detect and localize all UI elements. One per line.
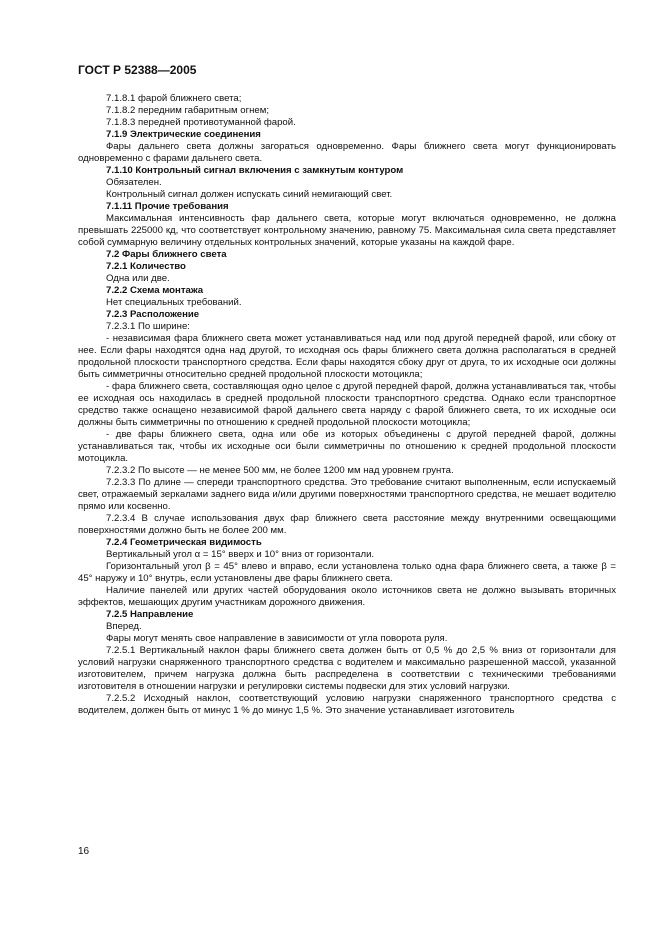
- list-item-two-lamps: - две фары ближнего света, одна или обе из которых объединены с другой передней фарой, должны устанавливаться так, чтобы их исходные оси были симметричны по отношению к средней продольной плоскости мотоцикла.: [78, 429, 616, 464]
- document-body: [78, 93, 616, 717]
- paragraph-high-beam-simultaneous: Фары дальнего света должны загораться одновременно. Фары ближнего света могут функционировать одновременно с фарами дальнего света.: [78, 141, 616, 164]
- heading-7-2-4: 7.2.4 Геометрическая видимость: [106, 537, 262, 548]
- heading-7-2-5: 7.2.5 Направление: [106, 609, 194, 620]
- list-item-independent-lamp: - независимая фара ближнего света может устанавливаться над или под другой передней фарой, или сбоку от нее. Если фары находятся одна над другой, то исходная ось фары ближнего света должна располагаться в средней продольной плоскости транспортного средства. Если фары находятся сбоку друг от друга, то их исходные оси должны быть симметричны относительно средней продольной плоскости мотоцикла;: [78, 333, 616, 380]
- heading-7-1-11: 7.1.11 Прочие требования: [106, 201, 229, 212]
- paragraph-steering: Фары могут менять свое направление в зависимости от угла поворота руля.: [106, 633, 448, 644]
- clause-7-2-3-2: 7.2.3.2 По высоте — не менее 500 мм, не более 1200 мм над уровнем грунта.: [106, 465, 454, 476]
- clause-7-2-3-4: 7.2.3.4 В случае использования двух фар ближнего света расстояние между внутренними освещающими поверхностями должно быть не более 200 мм.: [78, 513, 616, 536]
- clause-7-1-8-1: 7.1.8.1 фарой ближнего света;: [106, 93, 242, 104]
- heading-7-1-9: 7.1.9 Электрические соединения: [106, 129, 261, 140]
- heading-7-2-2: 7.2.2 Схема монтажа: [106, 285, 204, 296]
- paragraph-horizontal-angle: Горизонтальный угол β = 45° влево и вправо, если установлена только одна фара ближнего света, а также β = 45° наружу и 10° внутрь, если установлены две фары ближнего света.: [78, 561, 616, 584]
- heading-7-2-3: 7.2.3 Расположение: [106, 309, 200, 320]
- paragraph-quantity: Одна или две.: [106, 273, 170, 284]
- paragraph-signal-blue: Контрольный сигнал должен испускать синий немигающий свет.: [106, 189, 393, 200]
- paragraph-max-intensity: Максимальная интенсивность фар дальнего света, которые могут включаться одновременно, не должна превышать 225000 кд, что соответствует контрольному значению, равному 75. Максимальная сила света представляет собой суммарную величину отдельных контрольных значений, которые указаны на каждой фаре.: [78, 213, 616, 248]
- paragraph-vertical-angle: Вертикальный угол α = 15° вверх и 10° вниз от горизонтали.: [106, 549, 375, 560]
- clause-7-2-5-2: 7.2.5.2 Исходный наклон, соответствующий условию нагрузки снаряженного транспортного средства с водителем, должен быть от минус 1 % до минус 1,5 %. Это значение устанавливает изготовитель: [78, 693, 616, 716]
- heading-7-1-10: 7.1.10 Контрольный сигнал включения с замкнутым контуром: [106, 165, 404, 176]
- heading-7-2-1: 7.2.1 Количество: [106, 261, 186, 272]
- heading-7-2: 7.2 Фары ближнего света: [106, 249, 227, 260]
- paragraph-panels: Наличие панелей или других частей оборудования около источников света не должно вызывать вторичных эффектов, мешающих другим участникам дорожного движения.: [78, 585, 616, 608]
- list-item-combined-lamp: - фара ближнего света, составляющая одно целое с другой передней фарой, должна устанавливаться так, чтобы ее исходная ось находилась в средней продольной плоскости транспортного средства. Однако если транспортное средство также оснащено независимой фарой дальнего света наряду с фарой ближнего света, то их исходные оси должны быть симметричны по отношению к средней продольной плоскости мотоцикла;: [78, 381, 616, 428]
- paragraph-forward: Вперед.: [106, 621, 142, 632]
- clause-7-2-3-3: 7.2.3.3 По длине — спереди транспортного средства. Это требование считают выполненным, если испускаемый свет, отражаемый зеркалами заднего вида и/или другими поверхностями транспортного средства, не мешает водителю прямо или косвенно.: [78, 477, 616, 512]
- clause-7-1-8-3: 7.1.8.3 передней противотуманной фарой.: [106, 117, 296, 128]
- paragraph-mounting: Нет специальных требований.: [106, 297, 242, 308]
- paragraph-mandatory: Обязателен.: [106, 177, 162, 188]
- clause-7-2-3-1: 7.2.3.1 По ширине:: [106, 321, 190, 332]
- document-header: ГОСТ Р 52388—2005: [78, 63, 197, 77]
- clause-7-2-5-1: 7.2.5.1 Вертикальный наклон фары ближнего света должен быть от 0,5 % до 2,5 % вниз от горизонтали для условий нагрузки снаряженного транспортного средства с водителем и максимально разрешенной массой, указанной изготовителем, причем нагрузка должна быть распределена в соответствии с техническими требованиями изготовителя в отношении нагрузки и регулировки системы подвески для этих условий нагрузки.: [78, 645, 616, 692]
- clause-7-1-8-2: 7.1.8.2 передним габаритным огнем;: [106, 105, 270, 116]
- page-number: 16: [78, 846, 90, 857]
